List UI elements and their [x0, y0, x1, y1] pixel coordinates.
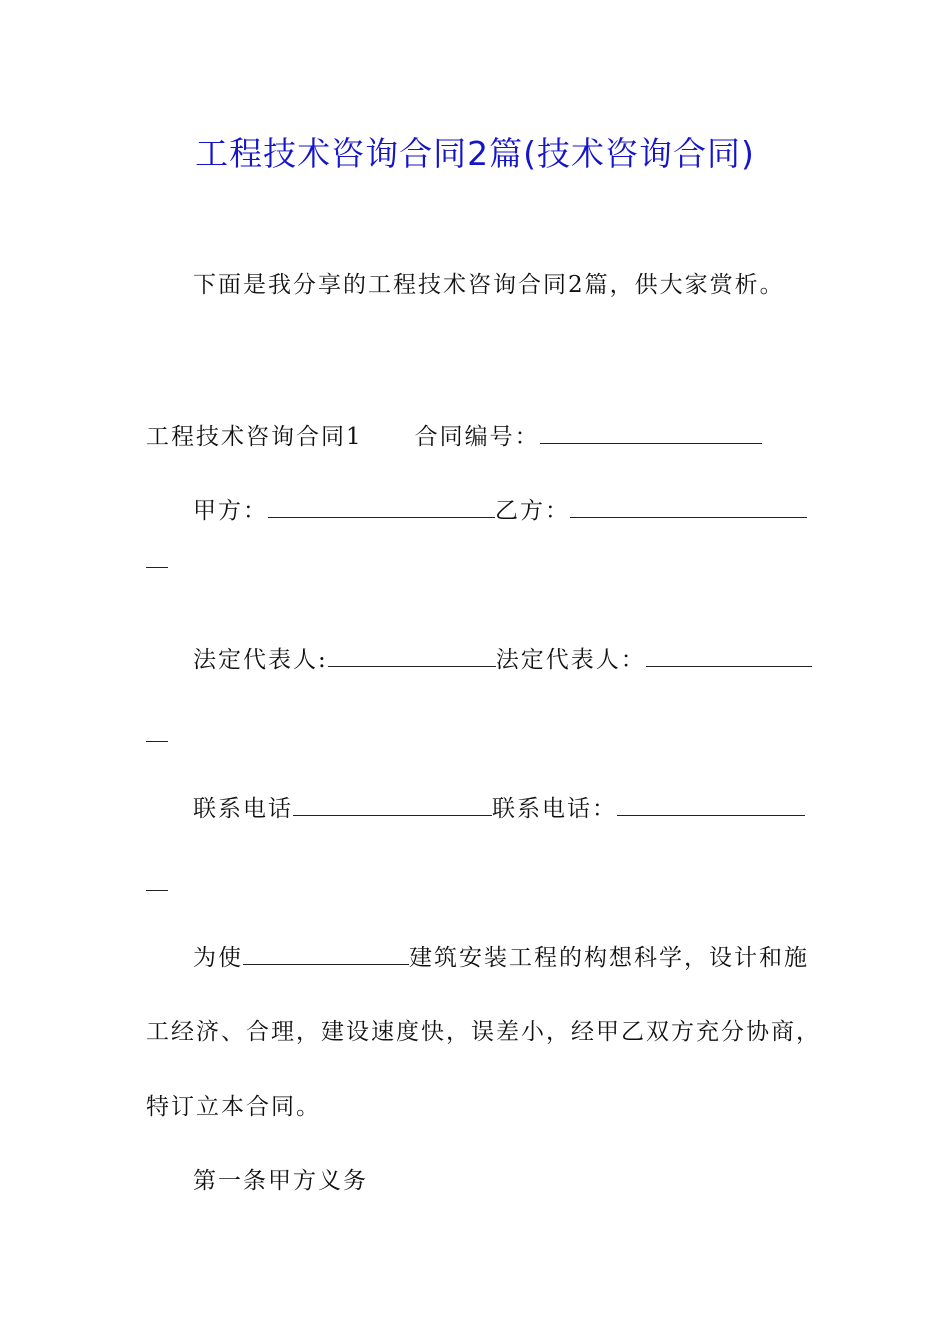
intro-text: 下面是我分享的工程技术咨询合同2篇，供大家赏析。: [193, 272, 785, 298]
phone-b-blank: [617, 793, 805, 816]
party-b-label: 乙方：: [495, 498, 570, 524]
phone-row: [193, 793, 805, 824]
parties-row: [193, 495, 807, 526]
party-a-blank: [268, 495, 495, 518]
document-title: 工程技术咨询合同2篇(技术咨询合同): [195, 134, 755, 173]
purpose-line1-rest: 建筑安装工程的构想科学，设计和施: [409, 945, 809, 971]
purpose-line-2: 工经济、合理，建设速度快，误差小，经甲乙双方充分协商，: [146, 1019, 821, 1045]
article-1-heading: 第一条甲方义务: [193, 1168, 368, 1194]
purpose-line-3: 特订立本合同。: [146, 1094, 321, 1120]
legal-rep-row: [193, 644, 812, 675]
project-name-blank: [243, 942, 409, 965]
blank-continuation: [146, 890, 168, 891]
phone-b-label: 联系电话：: [492, 796, 617, 822]
legal-rep-b-blank: [646, 644, 812, 667]
contract-heading-row: [146, 421, 762, 452]
purpose-line-1: [193, 942, 809, 973]
contract-no-blank: [540, 421, 762, 444]
blank-continuation: [146, 567, 168, 568]
legal-rep-b-label: 法定代表人：: [495, 647, 646, 673]
purpose-prefix: 为使: [193, 945, 243, 971]
party-a-label: 甲方：: [193, 498, 268, 524]
phone-a-blank: [293, 793, 492, 816]
phone-a-label: 联系电话: [193, 796, 293, 822]
blank-continuation: [146, 741, 168, 742]
legal-rep-a-blank: [328, 644, 496, 667]
contract-no-label: 合同编号：: [414, 424, 540, 450]
party-b-blank: [570, 495, 807, 518]
legal-rep-a-label: 法定代表人:: [193, 647, 328, 673]
contract-heading: 工程技术咨询合同1: [146, 424, 363, 450]
